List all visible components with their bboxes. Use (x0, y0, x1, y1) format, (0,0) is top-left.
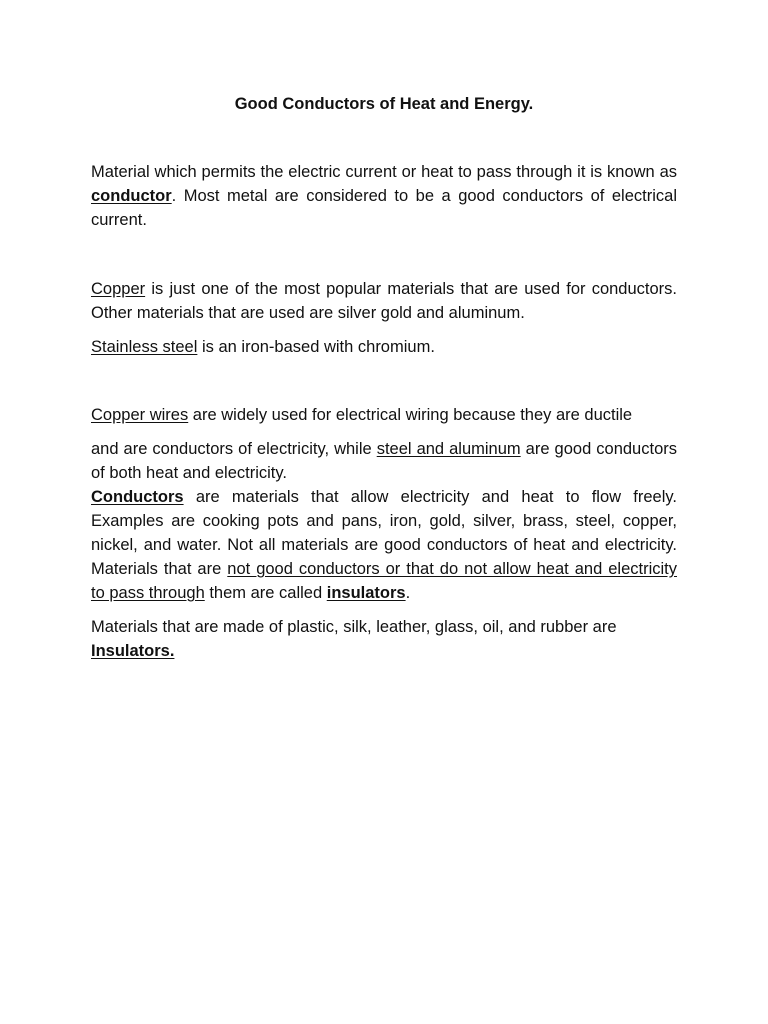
paragraph-text: . Most metal are considered to be a good conductors of electrical current. (91, 187, 677, 229)
term-stainless-steel: Stainless steel (91, 338, 198, 356)
paragraph-text: is just one of the most popular materials that are used for conductors. Other materials that are used are silver gold and aluminum. (91, 280, 677, 322)
paragraph-text: Material which permits the electric current or heat to pass through it is known as (91, 163, 677, 181)
term-conductor: conductor (91, 187, 172, 205)
term-insulators-heading: Insulators. (91, 642, 175, 660)
term-insulators: insulators (326, 584, 406, 602)
paragraph-text: Materials that are made of plastic, silk, leather, glass, oil, and rubber are (91, 618, 617, 636)
document-title: Good Conductors of Heat and Energy. (234, 95, 534, 113)
paragraph-insulator-materials (91, 615, 677, 663)
paragraph-text: is an iron-based with chromium. (197, 338, 435, 356)
paragraph-copper-wires (91, 403, 677, 427)
term-not-good-conductors: not good conductors or that do not allow heat and electricity to pass through (91, 560, 678, 602)
paragraph-conductors-insulators (91, 437, 677, 605)
paragraph-text: are good conductors of both heat and electricity. (91, 440, 677, 482)
term-copper-wires: Copper wires (91, 406, 189, 424)
paragraph-text: them are called (204, 584, 327, 602)
paragraph-copper (91, 277, 677, 325)
paragraph-text: are widely used for electrical wiring because they are ductile (188, 406, 633, 424)
paragraph-text: are materials that allow electricity and heat to flow freely. Examples are cooking pots and pans, iron, gold, silver, brass, steel, copper, nickel, and water. Not all materials are good conductors of heat and electricity. Materials that are (91, 488, 677, 578)
term-copper: Copper (91, 280, 146, 298)
paragraph-text: and are conductors of electricity, while (91, 440, 377, 458)
paragraph-stainless-steel (91, 335, 677, 359)
paragraph-conductor-definition (91, 160, 677, 232)
term-conductors: Conductors (91, 488, 184, 506)
paragraph-text: . (405, 584, 411, 602)
term-steel-and-aluminum: steel and aluminum (376, 440, 521, 458)
